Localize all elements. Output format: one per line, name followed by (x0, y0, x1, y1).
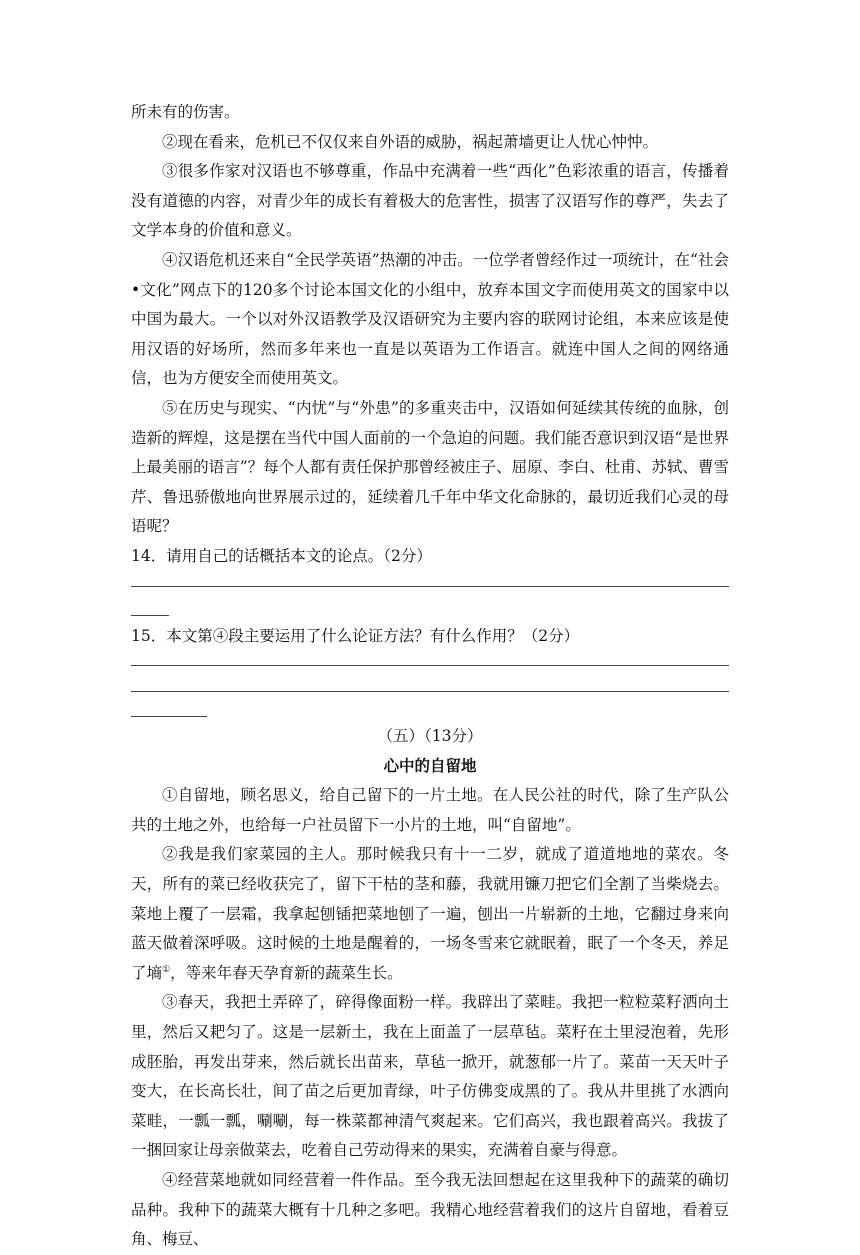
article-paragraph-2: ②我是我们家菜园的主人。那时候我只有十一二岁，就成了道道地地的菜农。冬天，所有的菜已经收获完了，留下干枯的茎和藤，我就用镰刀把它们全割了当柴烧去。菜地上覆了一层霜，我拿起刨锸把菜地刨了一遍，刨出一片崭新的土地，它翻过身来向蓝天做着深呼吸。这时候的土地是醒着的，一场冬雪来它就眠着，眠了一个冬天，养足了墒①，等来年春天孕育新的蔬菜生长。 (131, 845, 729, 982)
paragraph-4: ④汉语危机还来自“全民学英语”热潮的冲击。一位学者曾经作过一项统计，在“社会•文化”网点下的120多个讨论本国文化的小组中，放弃本国文字而使用英文的国家中以中国为最大。一个以对外汉语教学及汉语研究为主要内容的联网讨论组，本来应该是使用汉语的好场所，然而多年来也一直是以英语为工作语言。就连中国人之间的网络通信，也为方便安全而使用英文。 (131, 250, 729, 388)
section-heading: （五）（13分） (377, 727, 483, 746)
question-15: 15．本文第④段主要运用了什么论证方法？有什么作用？（2分） (131, 626, 580, 645)
article-title: 心中的自留地 (383, 756, 477, 775)
article-paragraph-3: ③春天，我把土弄碎了，碎得像面粉一样。我辟出了菜畦。我把一粒粒菜籽洒向土里，然后又耙匀了。这是一层新土，我在上面盖了一层草毡。菜籽在土里浸泡着，先形成胚胎，再发出芽来，然后就长出苗来，草毡一掀开，就葱郁一片了。菜苗一天天叶子变大，在长高长壮，间了苗之后更加青绿，叶子仿佛变成黑的了。我从井里挑了水洒向菜畦，一瓢一瓢，唰唰，每一株菜都神清气爽起来。它们高兴，我也跟着高兴。我拔了一捆回家让母亲做菜去，吃着自己劳动得来的果实，充满着自豪与得意。 (131, 993, 729, 1160)
paragraph-2: ②现在看来，危机已不仅仅来自外语的威胁，祸起萧墙更让人忧心忡忡。 (162, 132, 659, 151)
footnote-marker: ① (162, 964, 171, 975)
paragraph-3: ③很多作家对汉语也不够尊重，作品中充满着一些“西化”色彩浓重的语言，传播着没有道德的内容，对青少年的成长有着极大的危害性，损害了汉语写作的尊严，失去了文学本身的价值和意义。 (131, 162, 729, 240)
article-paragraph-4: ④经营菜地就如同经营着一件作品。至今我无法回想起在这里我种下的蔬菜的确切品种。我种下的蔬菜大概有十几种之多吧。我精心地经营着我们的这片自留地，看着豆角、梅豆、 (131, 1171, 729, 1249)
question-14: 14．请用自己的话概括本文的论点。（2分） (131, 546, 432, 565)
paragraph-5: ⑤在历史与现实、“内忧”与“外患”的多重夹击中，汉语如何延续其传统的血脉，创造新的辉煌，这是摆在当代中国人面前的一个急迫的问题。我们能否意识到汉语“是世界上最美丽的语言”？每个人都有责任保护那曾经被庄子、屈原、李白、杜甫、苏轼、曹雪芹、鲁迅骄傲地向世界展示过的，延续着几千年中华文化命脉的，最切近我们心灵的母语呢？ (131, 398, 729, 536)
article-paragraph-1: ①自留地，顾名思义，给自己留下的一片土地。在人民公社的时代，除了生产队公共的土地之外，也给每一户社员留下一小片的土地，叫“自留地”。 (131, 786, 729, 834)
paragraph-continuation: 所未有的伤害。 (131, 103, 240, 121)
document-page (131, 98, 729, 1255)
